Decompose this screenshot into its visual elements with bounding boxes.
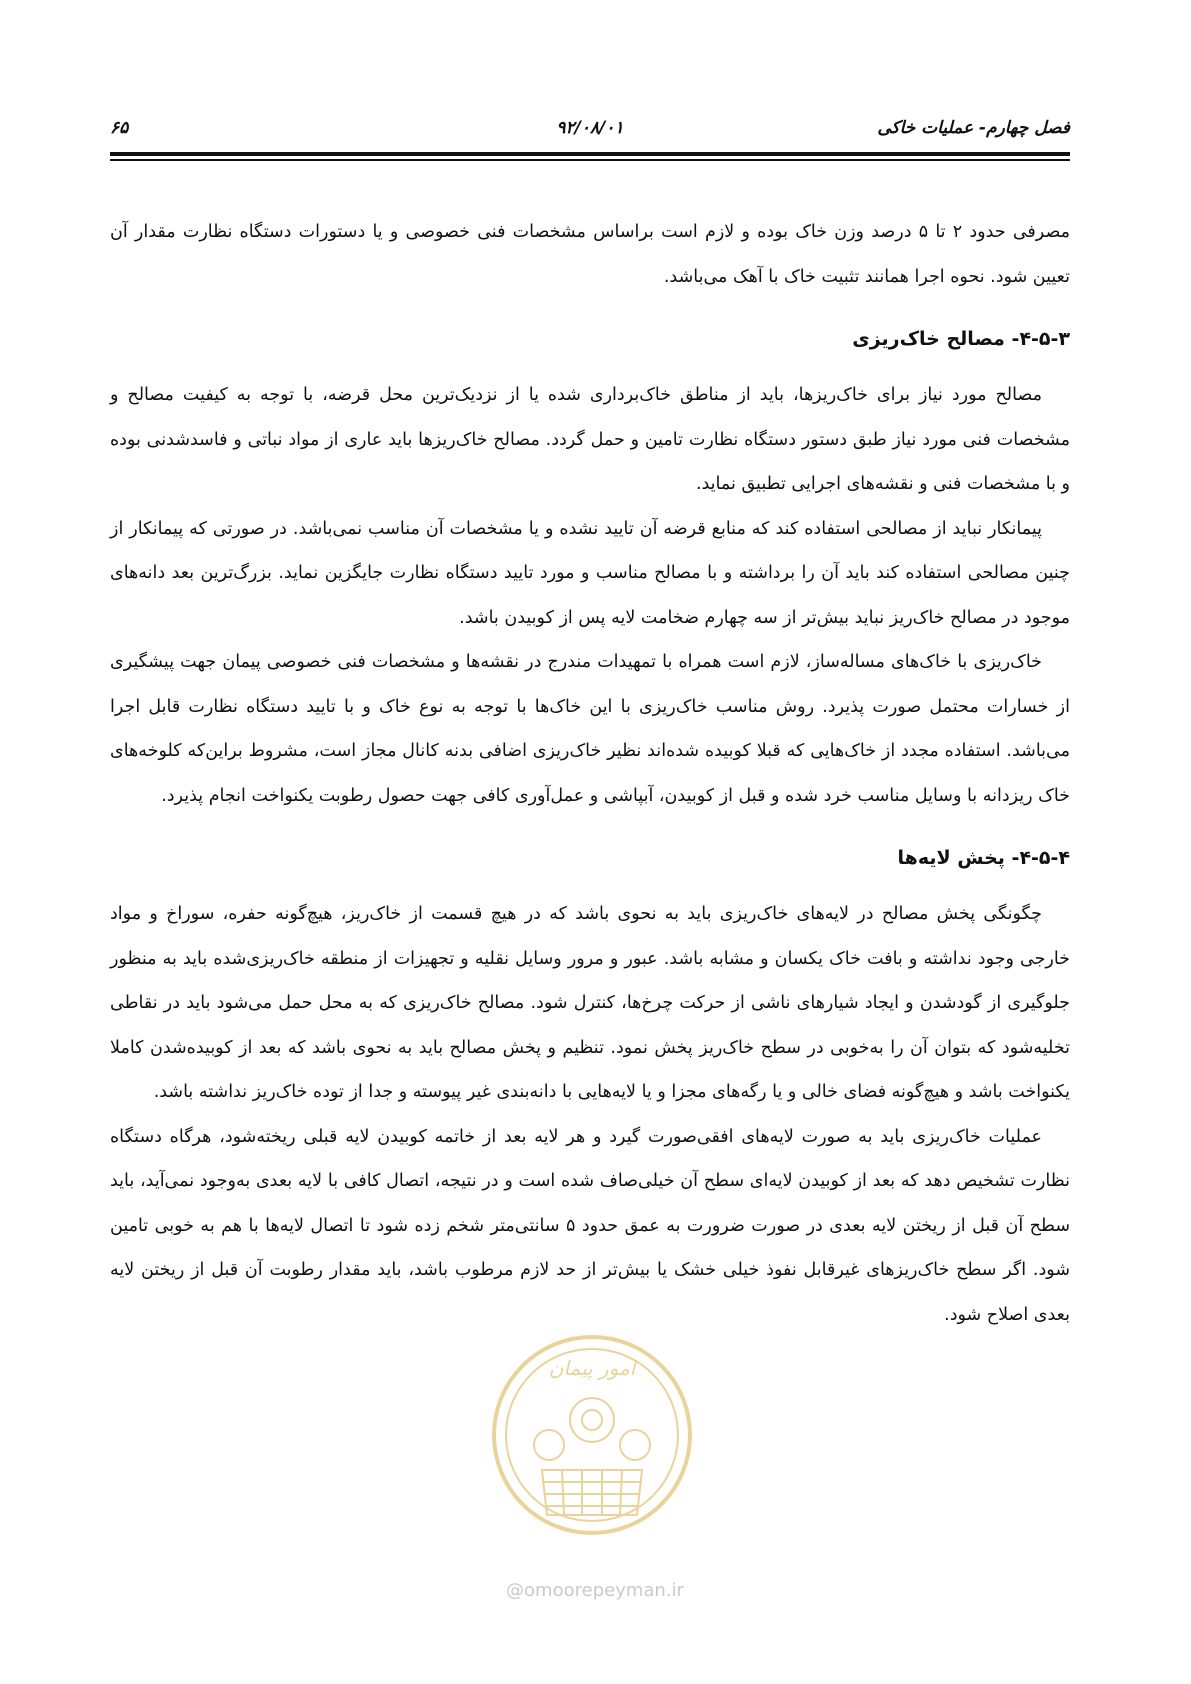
paragraph: چگونگی پخش مصالح در لایه‌های خاک‌ریزی باید به نحوی باشد که در هیچ قسمت از خاک‌ریز، هیچ‌گونه حفره، سوراخ و مواد خارجی وجود نداشته و بافت خاک یکسان و مشابه باشد. عبور و مرور وسایل نقلیه و تجهیزات از منطقه خاک‌ریزی‌شده باید به منظور جلوگیری از گودشدن و ایجاد شیارهای ناشی از حرکت چرخ‌ها، کنترل شود. مصالح خاک‌ریزی که به محل حمل می‌شود باید در نقاطی تخلیه‌شود که بتوان آن را به‌خوبی در سطح خاک‌ریز پخش نمود. تنظیم و پخش مصالح باید به نحوی باشد که بعد از کوبیده‌شدن کاملا یکنواخت باشد و هیچ‌گونه فضای خالی و یا رگه‌های مجزا و یا لایه‌هایی با دانه‌بندی غیر پیوسته و جدا از توده خاک‌ریز نداشته باشد. — [110, 904, 1070, 1102]
watermark-url: @omoorepeyman.ir — [506, 1580, 684, 1601]
header-rule-thin — [110, 159, 1070, 161]
paragraph: پیمانکار نباید از مصالحی استفاده کند که منابع قرضه آن تایید نشده و یا مشخصات آن مناسب نمی‌باشد. در صورتی که پیمانکار از چنین مصالحی استفاده کند باید آن را برداشته و با مصالح مناسب و مورد تایید دستگاه نظارت جایگزین نماید. بزرگ‌ترین بعد دانه‌های موجود در مصالح خاک‌ریز نباید بیش‌تر از سه چهارم ضخامت لایه پس از کوبیدن باشد. — [110, 518, 1070, 628]
header-rule-thick — [110, 152, 1070, 156]
document-body — [110, 210, 1070, 1337]
paragraph-intro: مصرفی حدود ۲ تا ۵ درصد وزن خاک بوده و لازم است براساس مشخصات فنی خصوصی و یا دستورات دستگاه نظارت مقدار آن تعیین شود. نحوه اجرا همانند تثبیت خاک با آهک می‌باشد. — [110, 222, 1070, 287]
paragraph: عملیات خاک‌ریزی باید به صورت لایه‌های افقی‌صورت گیرد و هر لایه بعد از خاتمه کوبیدن لایه قبلی ریخته‌شود، هرگاه دستگاه نظارت تشخیص دهد که بعد از کوبیدن لایه‌ای سطح آن خیلی‌صاف شده است و در نتیجه، اتصال کافی با لایه بعدی به‌وجود نمی‌آید، باید سطح آن قبل از ریختن لایه بعدی در صورت ضرورت به عمق حدود ۵ سانتی‌متر شخم زده شود تا اتصال لایه‌ها با هم به خوبی تامین شود. اگر سطح خاک‌ریزهای غیرقابل نفوذ خیلی خشک یا بیش‌تر از حد لازم مرطوب باشد، باید مقدار رطوبت آن قبل از ریختن لایه بعدی اصلاح شود. — [110, 1126, 1071, 1325]
section-heading-4-5-4: ۴-۵-۴- پخش لایه‌ها — [897, 847, 1070, 869]
section-heading-4-5-3: ۴-۵-۳- مصالح خاک‌ریزی — [852, 328, 1070, 350]
page-number: ۶۵ — [110, 118, 129, 138]
header-date: ۹۲/۰۸/۰۱ — [556, 118, 624, 138]
page-header — [110, 118, 1070, 152]
paragraph: خاک‌ریزی با خاک‌های مساله‌ساز، لازم است همراه با تمهیدات مندرج در نقشه‌ها و مشخصات فنی خصوصی پیمان جهت پیشگیری از خسارات محتمل صورت پذیرد. روش مناسب خاک‌ریزی با این خاک‌ها با توجه به نوع خاک و با تایید دستگاه نظارت قابل اجرا می‌باشد. استفاده مجدد از خاک‌هایی که قبلا کوبیده شده‌اند نظیر خاک‌ریزی اضافی بدنه کانال مجاز است، مشروط براین‌که کلوخه‌های خاک ریزدانه با وسایل مناسب خرد شده و قبل از کوبیدن، آبپاشی و عمل‌آوری کافی جهت حصول رطوبت یکنواخت انجام پذیرد. — [110, 652, 1070, 806]
seal-watermark-icon — [487, 1330, 697, 1540]
paragraph: مصالح مورد نیاز برای خاک‌ریزها، باید از مناطق خاک‌برداری شده یا از نزدیک‌ترین محل قرضه، با توجه به کیفیت مصالح و مشخصات فنی مورد نیاز طبق دستور دستگاه نظارت تامین و حمل گردد. مصالح خاک‌ریزها باید عاری از مواد نباتی و فاسدشدنی بوده و با مشخصات فنی و نقشه‌های اجرایی تطبیق نماید. — [110, 385, 1070, 494]
chapter-title: فصل چهارم- عملیات خاکی — [877, 118, 1070, 138]
seal-text: امور پیمان — [548, 1356, 636, 1380]
